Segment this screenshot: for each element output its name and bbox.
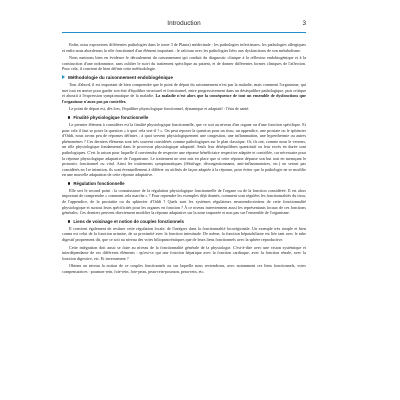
paragraph-intro-1: Enfin, nous exposerons différentes pathologies dans le tome 3 de Planta) médecinale : les pathologies infectieuses, les pathologies allergiques et enfin nous aborderons la rôle fonctionnel d'un élément important : le calcium avec les pathologies liées aux dysfonctions de son métabolisme. [62,42,306,53]
subsection-heading-regulation [68,181,306,186]
paragraph-liens-3: Obtenu au niveau la notion de ce couples fonctionnels ou sur laquelle nous reviendrons, avec notamment ces liens fonctionnels, voies compensatrices : poumon-rein, foie-rein, foie-peau, peau-rein-poumon, peau-rein, etc. [62,263,306,274]
paragraph-regulation: Elle sert le second point : la connaissance de la régulation physiologique fonctionnelle de l'organe ou de la fonction considérée. Il est alors important de comprendre « comment cela marche » ? Pour reprendre les exemples déjà donnés, comment sont régulées les fonctionnalités du tissu, de l'appendice, de la prostatite ou du sphincter d'Oddi ? Quels sont les systèmes régulateurs neuroendocriniens de cette fonctionnalité physiologique et surtout leurs spécificités pour les organes en fonction ? À ce niveau interviennent aussi les représentants locaux de ces fonctions générales. Ces derniers peuvent directement modifier la réponse adaptative sur la zone impactée et non pas sur l'ensemble de l'organisme. [62,187,306,216]
paragraph-intro-2: Nous mettrons bien en évidence le déroulement du raisonnement qui conduit du diagnostic clinique à la réflexion endobiogénique et à la construction d'une ordonnance, sans oublier le suivi du traitement spécifique au patient, et de donner différentes formes cliniques de l'affection. Pour cela, il convient de bien définir cette méthodologie. [62,55,306,72]
subsection-heading-text: Régulation fonctionnelle [73,180,125,186]
paragraph-text: Tout d'abord, il est important de bien comprendre que le point de départ du raisonnement n'est pas la maladie, mais comment l'organisme, qui met tout en œuvre pour garder son état d'équilibre structurel et fonctionnel, entre progressivement dans un déséquilibre pathologique, puis critique et aboutit à l'expression symptomatique de la maladie. [62,81,306,99]
subsection-heading-liens [68,219,306,224]
section-heading-methodology [62,75,306,80]
subsection-heading-text: Liens de voisinage et notion de couples fonctionnels [73,218,184,224]
section-heading-text: Méthodologie du raisonnement endobiogénique [68,74,173,80]
paragraph-methodology-1 [62,82,306,104]
document-body [62,42,306,277]
page-number: 3 [302,20,306,27]
subsection-heading-text: Finalité physiologique fonctionnelle [73,114,149,120]
paragraph-emphasis: La maladie n'est alors que la conséquence de tout un ensemble de dysfonctions que l'organisme n'aura pas pu contrôler. [62,93,307,104]
bullet-dot-icon [68,220,70,222]
paragraph-liens-1: Il convient également de resituer cette régulation locale, de l'intégrer dans la fonctionnalité locorégionale. Un exemple très simple et bien connu est celui de la fonction urinaire, de sa proximité avec la fonction intestinale. De même, la fonction hépatobiliaire est liée tant avec le tube digestif proprement dit, que ce soit au niveau des voies biliopancréatiques que de leurs liens fonctionnels avec la sphère reproductive. [62,225,306,243]
header-title: Introduction [167,20,201,27]
paragraph-liens-2: Cette intégration doit aussi se faire au niveau de la fonctionnalité générale de la physiologie. C'est-à-dire avec une vision systémique et interdépendante de ces différents éléments : qu'est-ce qui une fonction hépatique avec la fonction cardiaque, avec la fonction rénale, avec la fonction digestive, etc. Et inversement ? [62,244,306,261]
subsection-heading-finalite [68,115,306,120]
paragraph-methodology-2: Le point de départ est, dès lors, l'équilibre physiologique fonctionnel, dynamique et adaptatif : l'état de santé. [69,106,250,112]
bullet-dot-icon [68,182,70,184]
bullet-dot-icon [68,116,70,118]
triangle-bullet-icon [62,75,65,79]
running-header [62,20,306,33]
paragraph-finalite: Le premier élément à considérer est la finalité physiologique fonctionnelle, que ce soit au niveau d'un organe ou d'une fonction spécifique. Et pour cela il faut se poser la question « à quoi cela sert-il ? ». On peut reposer la question pour un tissu, un appendice, une prostate ou le sphincter d'Oddi, nous avons peu de réponses définies ; à quoi servent physiologiquement une congestion, une inflammation, une hyperthermie ou autres phénomènes ? Ces derniers éléments sont très souvent considérés comme pathologiques sur le plan classique. Or, ils ont, comme nous le verrons, un rôle physiologique fondamental dans le processus physiologique adaptatif. Seuls leur déséquilibres quantitatif ou leur excès en durée sont pathologiques. C'est la raison pour laquelle il conviendra de respecter une réponse bénéficiaire respective adaptée et contrôlée, car nécessaire pour la réponse physiologique adaptative de l'organisme. Le traitement ne sera mis en place que si cette réponse dépasse son but tout en menaçant le pronostic fonctionnel ou vital. Ainsi les traitements symptomatiques (fébrifuge, décongestionnants, anti-inflammatoires, etc.) ne seront pas considérés en 1re intention, ils sont éventuellement à différer ou utilisés de façon adaptée à la réponse, pour éviter que la pathologie ne se modifie en une nouvelle adaptation de cette réponse adaptative. [62,121,306,178]
